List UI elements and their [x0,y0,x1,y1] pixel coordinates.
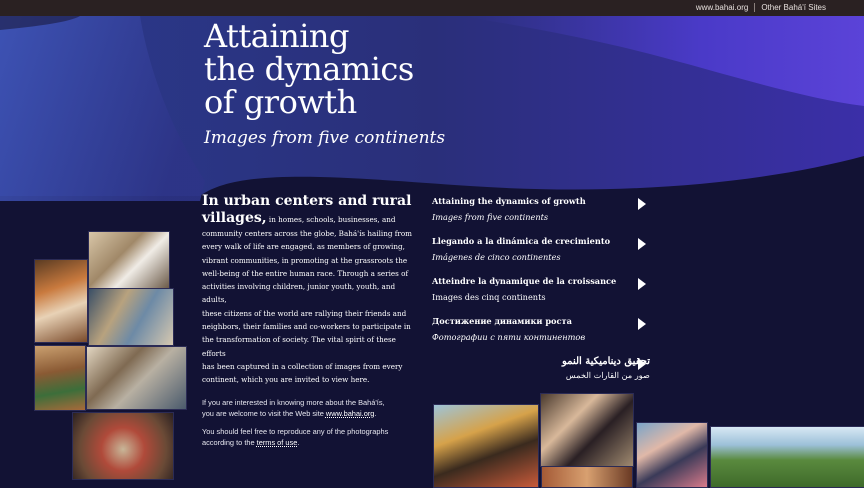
page-subtitle: Images from five continents [204,128,446,148]
photo-children-reading [34,259,88,343]
title-line-3: of growth [204,83,357,121]
intro-lead-2: villages, [202,210,267,226]
link-divider [754,3,755,12]
version-spanish[interactable] [432,236,650,276]
photo-children-circle [72,412,174,480]
visit-line-2: you are welcome to visit the Web site [202,409,326,418]
play-arrow-icon[interactable] [638,198,646,210]
intro-line-10: continent, which you are invited to view here. [202,375,370,385]
top-bar [0,0,864,17]
reproduce-note [202,426,422,448]
reproduce-line-1: You should feel free to reproduce any of the photographs [202,427,389,436]
version-subtitle: صور من القارات الخمس [565,370,650,380]
version-title: تحقيق ديناميكية النمو [562,356,650,367]
terms-of-use-link[interactable]: terms of use [256,438,298,447]
photo-celebration [433,404,539,488]
photo-study-group [540,393,634,467]
version-title: Достижение динамики роста [432,316,572,326]
version-title: Llegando a la dinámica de crecimiento [432,236,611,246]
photo-gathering [541,466,633,488]
other-sites-link[interactable]: Other Bahá'í Sites [761,3,826,12]
intro-line-5: activities involving children, junior youth, youth, and adults, [202,282,396,305]
intro-line-7: neighbors, their families and co-workers to participate in [202,322,411,332]
reproduce-line-2: according to the [202,438,257,447]
version-french[interactable] [432,276,650,316]
reproduce-end: . [297,438,300,447]
photo-children-smiling [636,422,708,488]
version-title: Attaining the dynamics of growth [432,196,586,206]
intro-lead-1: In urban centers and rural [202,193,412,209]
version-english[interactable] [432,196,650,236]
version-title: Atteindre la dynamique de la croissance [432,276,617,286]
intro-line-3: vibrant communities, in promoting at the grassroots the [202,255,408,265]
intro-line-9: has been captured in a collection of images from every [202,361,403,371]
photo-child-activity [34,345,86,411]
intro-line-2: every walk of life are engaged, as members of growing, [202,242,405,252]
version-subtitle: Images from five continents [432,212,549,222]
intro-line-8: the transformation of society. The vital spirit of these efforts [202,335,396,358]
play-arrow-icon[interactable] [638,318,646,330]
photo-family-visit [86,346,187,410]
title-line-1: Attaining [204,17,350,55]
intro-line-1: community centers across the globe, Bahá'ís hailing from [202,229,412,238]
visit-note [202,397,422,419]
intro-line-4: well-being of the entire human race. Through a series of [202,268,409,278]
language-versions-list [432,196,650,396]
intro-line-0: in homes, schools, businesses, and [268,215,396,224]
bahai-site-link[interactable]: www.bahai.org [325,409,375,418]
version-subtitle: Фотографии с пяти континентов [432,332,586,342]
photo-youth-class [88,288,174,346]
play-arrow-icon[interactable] [638,358,646,370]
intro-paragraph [202,193,414,387]
intro-line-6: these citizens of the world are rallying their friends and [202,308,407,318]
photo-women-studying [88,231,170,289]
photo-outdoor-circle [710,426,864,488]
play-arrow-icon[interactable] [638,278,646,290]
top-links [696,3,826,12]
title-line-2: the dynamics [204,50,414,88]
version-russian[interactable] [432,316,650,356]
version-subtitle: Imágenes de cinco continentes [432,252,561,262]
bahai-org-link[interactable]: www.bahai.org [695,3,749,12]
play-arrow-icon[interactable] [638,238,646,250]
visit-line-1: If you are interested in knowing more about the Bahá'ís, [202,398,385,407]
version-subtitle: Images des cinq continents [432,292,546,302]
page-title [204,17,464,121]
visit-end: . [374,409,377,418]
version-arabic[interactable] [432,356,650,396]
